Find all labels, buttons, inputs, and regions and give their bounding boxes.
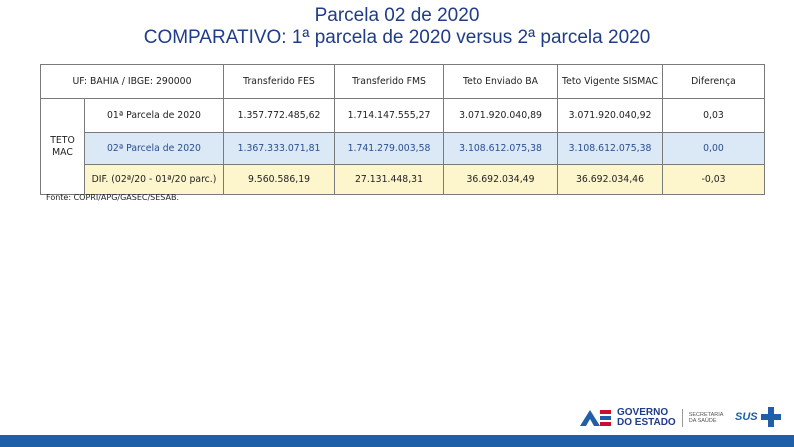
cell-vigente: 36.692.034,46 <box>558 165 663 195</box>
table-header-row <box>41 65 765 99</box>
cell-enviado: 3.071.920.040,89 <box>444 99 558 133</box>
sec-line1: SECRETARIA <box>688 412 724 418</box>
row-label: 02ª Parcela de 2020 <box>85 133 224 165</box>
cell-fes: 9.560.586,19 <box>224 165 335 195</box>
cell-enviado: 36.692.034,49 <box>444 165 558 195</box>
header-transferido-fms: Transferido FMS <box>335 65 444 99</box>
cell-fes: 1.367.333.071,81 <box>224 133 335 165</box>
header-diferenca: Diferença <box>663 65 765 99</box>
cell-diferenca: -0,03 <box>663 165 765 195</box>
sec-line2: DA SAÚDE <box>688 418 717 424</box>
cell-fms: 1.714.147.555,27 <box>335 99 444 133</box>
cell-fms: 27.131.448,31 <box>335 165 444 195</box>
gov-line1: GOVERNO <box>617 407 669 418</box>
header-transferido-fes: Transferido FES <box>224 65 335 99</box>
divider <box>682 409 683 427</box>
bahia-flag-icon <box>578 408 612 428</box>
row-label: 01ª Parcela de 2020 <box>85 99 224 133</box>
source-note: Fonte: COPRI/APG/GASEC/SESAB. <box>46 193 180 202</box>
sus-cross-icon <box>760 406 782 428</box>
cell-enviado: 3.108.612.075,38 <box>444 133 558 165</box>
header-teto-vigente: Teto Vigente SISMAC <box>558 65 663 99</box>
table-row <box>41 165 765 195</box>
gov-line2: DO ESTADO <box>617 417 676 428</box>
comparison-table <box>40 64 765 195</box>
header-teto-enviado: Teto Enviado BA <box>444 65 558 99</box>
page-title: Parcela 02 de 2020 <box>314 5 480 26</box>
cell-diferenca: 0,00 <box>663 133 765 165</box>
side-label: TETO MAC <box>41 99 85 195</box>
cell-fes: 1.357.772.485,62 <box>224 99 335 133</box>
row-label: DIF. (02ª/20 - 01ª/20 parc.) <box>85 165 224 195</box>
cell-fms: 1.741.279.003,58 <box>335 133 444 165</box>
bottom-bar <box>0 435 794 447</box>
page-subtitle: COMPARATIVO: 1ª parcela de 2020 versus 2ª parcela 2020 <box>143 27 651 48</box>
cell-vigente: 3.071.920.040,92 <box>558 99 663 133</box>
governo-bahia-logo <box>578 406 723 430</box>
cell-diferenca: 0,03 <box>663 99 765 133</box>
table-row <box>41 133 765 165</box>
table-row <box>41 99 765 133</box>
header-uf: UF: BAHIA / IBGE: 290000 <box>41 65 224 99</box>
sus-logo <box>735 406 782 428</box>
sus-text: SUS <box>735 411 758 423</box>
cell-vigente: 3.108.612.075,38 <box>558 133 663 165</box>
